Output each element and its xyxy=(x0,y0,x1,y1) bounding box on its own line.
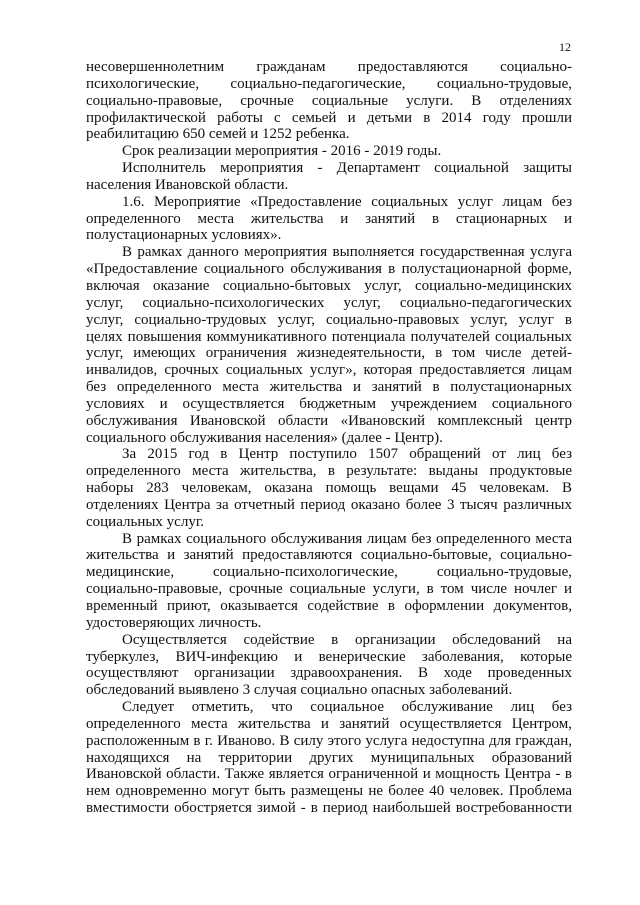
text-line: инвалидов, срочных социальных услуг», которая предоставляется лицам xyxy=(86,362,572,379)
text-line: социального обслуживания населения» (далее - Центр). xyxy=(86,429,443,446)
text-line: Срок реализации мероприятия - 2016 - 2019 годы. xyxy=(122,143,442,160)
text-line: населения Ивановской области. xyxy=(86,176,289,193)
text-line: туберкулез, ВИЧ-инфекцию и венерические заболевания, которые xyxy=(86,648,572,665)
text-line: вместимости обостряется зимой - в период наибольшей востребованности xyxy=(86,800,572,817)
text-line: включая оказание социально-бытовых услуг, социально-медицинских xyxy=(86,277,572,294)
text-line: услуг, имеющих ограничения жизнедеятельности, в том числе детей- xyxy=(86,345,572,362)
text-line: наборы 283 человекам, оказана помощь вещами 45 человекам. В xyxy=(86,480,572,497)
text-line: «Предоставление социального обслуживания в полустационарной форме, xyxy=(86,261,572,278)
text-line: нем одновременно могут быть размещены не более 40 человек. Проблема xyxy=(86,783,572,800)
text-line: В рамках данного мероприятия выполняется государственная услуга xyxy=(122,244,572,261)
text-line: находящихся на территории других муниципальных образований xyxy=(86,749,572,766)
text-line: расположенным в г. Иваново. В силу этого услуга недоступна для граждан, xyxy=(86,732,572,749)
text-line: социально-правовые, срочные социальные услуги, в том числе ночлег и xyxy=(86,581,572,598)
text-line: социально-правовые, срочные социальные услуги. В отделениях xyxy=(86,92,572,109)
text-line: Ивановской области. Также является ограниченной и мощность Центра - в xyxy=(86,766,572,783)
text-line: Исполнитель мероприятия - Департамент социальной защиты xyxy=(122,160,572,177)
body-text xyxy=(86,59,572,817)
text-line: без определенного места жительства и занятий в полустационарных xyxy=(86,379,572,396)
text-line: условиях и осуществляется бюджетным учреждением социального xyxy=(86,395,572,412)
text-line: 1.6. Мероприятие «Предоставление социальных услуг лицам без xyxy=(122,193,572,210)
text-line: Следует отметить, что социальное обслуживание лиц без xyxy=(122,699,572,716)
text-line: осуществляют организации здравоохранения. В ходе проведенных xyxy=(86,665,572,682)
text-line: полустационарных условиях». xyxy=(86,227,282,244)
text-line: несовершеннолетним гражданам предоставляются социально- xyxy=(86,59,572,75)
text-line: профилактической работы с семьей и детьми в 2014 году прошли xyxy=(86,109,572,126)
text-line: обслуживания Ивановской области «Ивановский комплексный центр xyxy=(86,412,572,429)
text-line: услуг, социально-трудовых услуг, социально-правовых услуг, услуг в xyxy=(86,311,572,328)
text-line: услуг, социально-психологических услуг, социально-педагогических xyxy=(86,294,572,311)
text-line: определенного места жительства и занятий осуществляется Центром, xyxy=(86,715,572,732)
text-line: Осуществляется содействие в организации обследований на xyxy=(122,631,572,648)
text-line: За 2015 год в Центр поступило 1507 обращений от лиц без xyxy=(122,446,572,463)
text-line: обследований выявлено 3 случая социально опасных заболеваний. xyxy=(86,682,513,699)
text-line: В рамках социального обслуживания лицам без определенного места xyxy=(122,530,572,547)
text-line: жительства и занятий предоставляются социально-бытовые, социально- xyxy=(86,547,572,564)
text-line: определенного места жительства, в результате: выданы продуктовые xyxy=(86,463,572,480)
page-number: 12 xyxy=(559,40,571,54)
text-line: отделениях Центра за отчетный период оказано более 3 тысяч различных xyxy=(86,496,572,513)
text-line: временный приют, оказывается содействие в оформлении документов, xyxy=(86,598,572,614)
text-line: медицинские, социально-психологические, социально-трудовые, xyxy=(86,564,572,581)
text-line: психологические, социально-педагогические, социально-трудовые, xyxy=(86,75,572,92)
text-line: определенного места жительства и занятий в стационарных и xyxy=(86,210,572,227)
text-line: социальных услуг. xyxy=(86,513,205,530)
text-line: удостоверяющих личность. xyxy=(86,614,262,631)
text-line: реабилитацию 650 семей и 1252 ребенка. xyxy=(86,126,350,143)
text-line: целях повышения коммуникативного потенциала получателей социальных xyxy=(86,328,572,345)
